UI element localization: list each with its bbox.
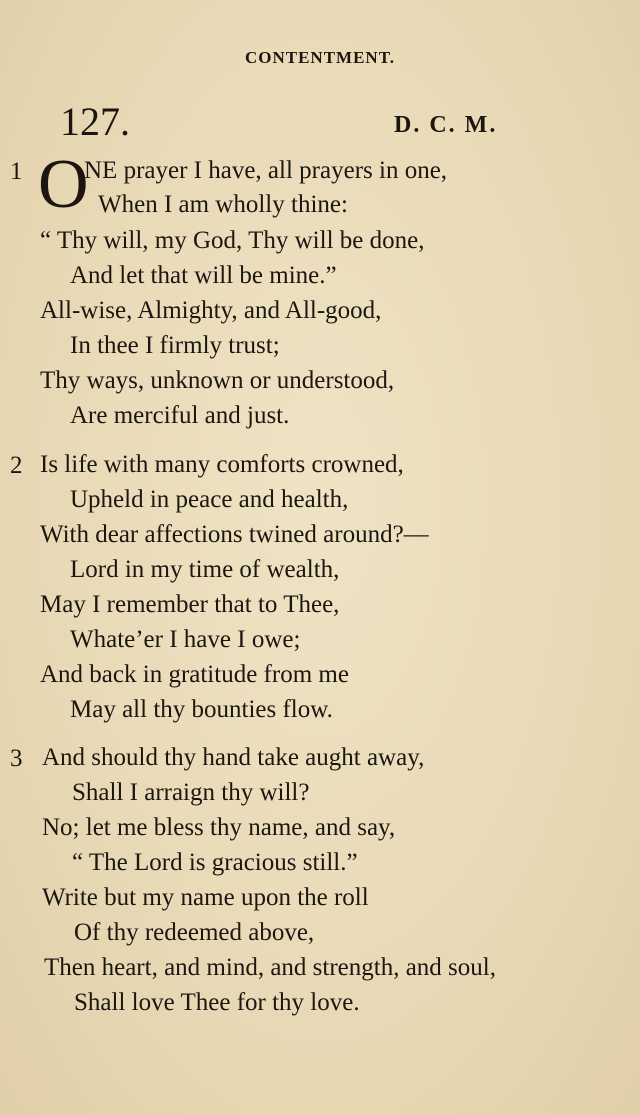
verse-line: NE prayer I have, all prayers in one,	[84, 157, 448, 184]
drop-cap: O	[38, 146, 89, 223]
verse-number: 2	[10, 452, 23, 479]
verse-line: Of thy redeemed above,	[74, 919, 315, 946]
verse-line: In thee I firmly trust;	[70, 332, 280, 359]
verse-line: Are merciful and just.	[70, 402, 290, 429]
verse-line: Then heart, and mind, and strength, and soul,	[44, 954, 496, 981]
verse-line: Is life with many comforts crowned,	[40, 451, 404, 478]
verse-line: Whate’er I have I owe;	[70, 626, 301, 653]
hymn-meter: D. C. M.	[394, 112, 498, 138]
hymn-number: 127.	[60, 99, 130, 144]
verse-line: Write but my name upon the roll	[42, 884, 369, 911]
verse-line: And back in gratitude from me	[40, 661, 349, 688]
verse-line: With dear affections twined around?—	[40, 521, 429, 548]
verse-line: May all thy bounties flow.	[70, 696, 333, 723]
running-head: CONTENTMENT.	[244, 48, 396, 67]
verse-number: 3	[10, 745, 23, 772]
verse-line: When I am wholly thine:	[98, 191, 348, 218]
verse-number: 1	[10, 158, 23, 185]
verse-line: Shall I arraign thy will?	[72, 779, 310, 806]
verse-line: May I remember that to Thee,	[40, 591, 340, 618]
verse-line: Upheld in peace and health,	[70, 486, 349, 513]
verse-line: And let that will be mine.”	[70, 262, 337, 289]
verse-line: All-wise, Almighty, and All-good,	[40, 297, 382, 324]
verse-line: And should thy hand take aught away,	[42, 744, 425, 771]
verse-line: No; let me bless thy name, and say,	[42, 814, 396, 841]
verse-line: Lord in my time of wealth,	[70, 556, 340, 583]
verse-line: Thy ways, unknown or understood,	[40, 367, 395, 394]
verse-line: “ Thy will, my God, Thy will be done,	[40, 227, 425, 254]
verse-line: Shall love Thee for thy love.	[74, 989, 360, 1016]
verse-line: “ The Lord is gracious still.”	[72, 849, 358, 876]
